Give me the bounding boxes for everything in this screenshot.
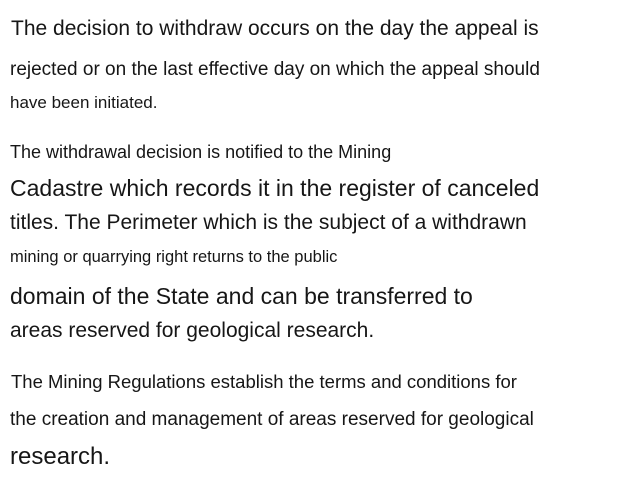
text-line: areas reserved for geological research. xyxy=(10,319,375,342)
text-line: research. xyxy=(10,443,111,470)
text-line: titles. The Perimeter which is the subject of a withdrawn xyxy=(10,211,527,234)
text-line: have been initiated. xyxy=(10,93,158,112)
text-line: the creation and management of areas reserved for geological xyxy=(10,409,534,430)
text-line: mining or quarrying right returns to the public xyxy=(10,248,338,266)
text-line: The Mining Regulations establish the terms and conditions for xyxy=(11,371,517,392)
text-line: domain of the State and can be transferred to xyxy=(10,283,473,309)
text-line: The withdrawal decision is notified to the Mining xyxy=(10,142,392,162)
text-line: rejected or on the last effective day on which the appeal should xyxy=(10,59,540,80)
text-line: Cadastre which records it in the register of canceled xyxy=(10,175,540,201)
text-line: The decision to withdraw occurs on the day the appeal is xyxy=(11,17,539,40)
